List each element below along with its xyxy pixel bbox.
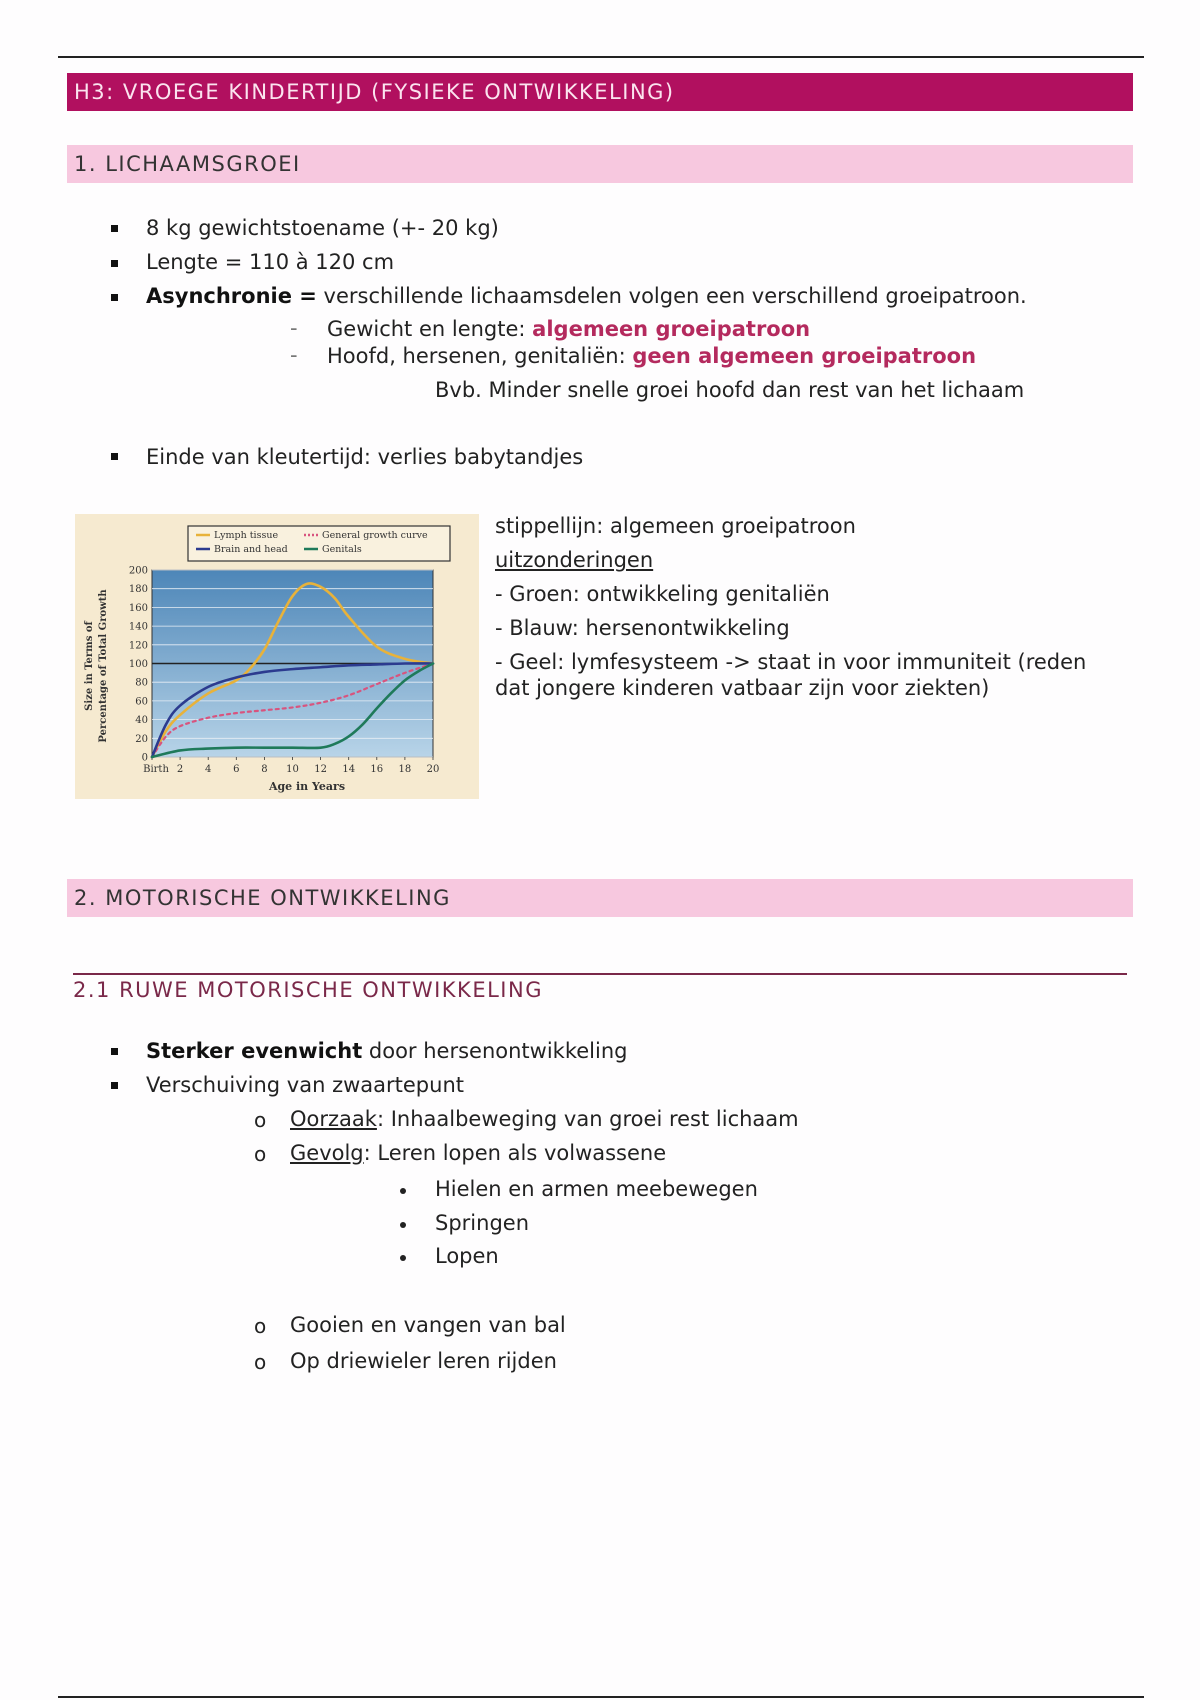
- y-tick-label: 200: [128, 565, 148, 577]
- note-dotted-line: stippellijn: algemeen groeipatroon: [495, 514, 856, 538]
- label-effect: Gevolg: [290, 1141, 364, 1165]
- o-marker: o: [254, 1108, 267, 1132]
- o-marker: o: [254, 1314, 267, 1338]
- dash-marker: -: [290, 343, 298, 367]
- y-axis-title-line1: Size in Terms of: [84, 621, 95, 711]
- note-green: - Groen: ontwikkeling genitaliën: [495, 582, 830, 606]
- dash-marker: -: [290, 316, 298, 340]
- subsection-rule: [73, 973, 1127, 975]
- bullet-square: [111, 453, 118, 460]
- o-item-cause: [290, 1107, 799, 1131]
- sub-bullet-label: Hoofd, hersenen, genitaliën:: [327, 344, 633, 368]
- y-tick-label: 120: [128, 640, 148, 652]
- y-tick-label: 0: [141, 752, 148, 764]
- o-item-tricycle: Op driewieler leren rijden: [290, 1349, 557, 1373]
- example-text: Bvb. Minder snelle groei hoofd dan rest van het lichaam: [435, 378, 1025, 402]
- dot-item-heels-arms: Hielen en armen meebewegen: [435, 1177, 758, 1201]
- bullet-dot: [400, 1188, 406, 1194]
- bullet-square: [111, 225, 118, 232]
- bullet-dot: [400, 1255, 406, 1261]
- note-yellow: - Geel: lymfesysteem -> staat in voor immuniteit (reden: [495, 650, 1087, 674]
- x-tick-label: 6: [233, 764, 240, 775]
- bullet-center-of-gravity: Verschuiving van zwaartepunt: [146, 1073, 464, 1097]
- legend-label: General growth curve: [322, 530, 428, 541]
- bullet-weight-gain: 8 kg gewichtstoename (+- 20 kg): [146, 216, 499, 240]
- x-tick-label: 12: [314, 764, 327, 775]
- sub-bullet-general-growth: [327, 317, 810, 341]
- asynchronie-definition: verschillende lichaamsdelen volgen een verschillend groeipatroon.: [316, 284, 1027, 308]
- x-tick-label: 16: [370, 764, 384, 775]
- term-asynchronie: Asynchronie =: [146, 284, 317, 308]
- highlight-general-pattern: algemeen groeipatroon: [532, 317, 811, 341]
- x-tick-label: 14: [342, 764, 356, 775]
- note-blue: - Blauw: hersenontwikkeling: [495, 616, 790, 640]
- cause-text: : Inhaalbeweging van groei rest lichaam: [376, 1107, 799, 1131]
- o-marker: o: [254, 1142, 267, 1166]
- bullet-square: [111, 1048, 118, 1055]
- bullet-balance: [146, 1039, 627, 1063]
- dot-item-walking: Lopen: [435, 1244, 499, 1268]
- x-tick-label: 10: [286, 764, 299, 775]
- sub-bullet-no-general-growth: [327, 344, 976, 368]
- legend-label: Lymph tissue: [214, 530, 279, 541]
- section-1-heading: 1. LICHAAMSGROEI: [67, 145, 1133, 183]
- x-tick-label: 18: [398, 764, 412, 775]
- label-cause: Oorzaak: [290, 1107, 377, 1131]
- balance-rest: door hersenontwikkeling: [362, 1039, 628, 1063]
- bullet-length: Lengte = 110 à 120 cm: [146, 250, 395, 274]
- bullet-asynchronie: [146, 284, 1027, 308]
- y-tick-label: 80: [135, 677, 148, 689]
- section-2-heading: 2. MOTORISCHE ONTWIKKELING: [67, 879, 1133, 917]
- effect-text: : Leren lopen als volwassene: [363, 1141, 667, 1165]
- chapter-heading: H3: VROEGE KINDERTIJD (FYSIEKE ONTWIKKELING): [67, 73, 1133, 111]
- y-tick-label: 40: [135, 715, 148, 727]
- bullet-square: [111, 260, 118, 267]
- y-tick-label: 100: [128, 659, 148, 670]
- y-tick-label: 140: [128, 621, 148, 633]
- x-tick-label: 4: [205, 764, 212, 775]
- highlight-no-general-pattern: geen algemeen groeipatroon: [632, 344, 977, 368]
- x-tick-label: Birth: [143, 764, 169, 775]
- y-tick-label: 60: [135, 696, 148, 708]
- note-exceptions: uitzonderingen: [495, 548, 654, 572]
- y-tick-label: 180: [128, 584, 148, 596]
- x-tick-label: 2: [176, 764, 184, 775]
- x-tick-label: 8: [261, 764, 268, 775]
- o-marker: o: [254, 1350, 267, 1374]
- bullet-dot: [400, 1222, 406, 1228]
- legend-label: Brain and head: [214, 544, 288, 555]
- note-yellow-cont: dat jongere kinderen vatbaar zijn voor ziekten): [495, 676, 990, 700]
- x-tick-label: 20: [426, 764, 440, 775]
- term-balance: Sterker evenwicht: [146, 1039, 363, 1063]
- growth-curves-chart: [75, 514, 479, 799]
- o-item-throw-catch: Gooien en vangen van bal: [290, 1313, 566, 1337]
- x-axis-title: Age in Years: [268, 780, 346, 793]
- bullet-square: [111, 294, 118, 301]
- subsection-2-1-heading: 2.1 RUWE MOTORISCHE ONTWIKKELING: [73, 978, 543, 1002]
- y-tick-label: 20: [135, 733, 148, 745]
- y-axis-title-line2: Percentage of Total Growth: [98, 589, 109, 743]
- legend-label: Genitals: [322, 544, 362, 555]
- bullet-square: [111, 1082, 118, 1089]
- bottom-rule: [58, 1696, 1144, 1698]
- y-tick-label: 160: [128, 602, 148, 614]
- dot-item-jumping: Springen: [435, 1211, 529, 1235]
- bullet-baby-teeth: Einde van kleutertijd: verlies babytandjes: [146, 445, 584, 469]
- top-rule: [58, 56, 1144, 58]
- o-item-effect: [290, 1141, 666, 1165]
- sub-bullet-label: Gewicht en lengte:: [327, 317, 533, 341]
